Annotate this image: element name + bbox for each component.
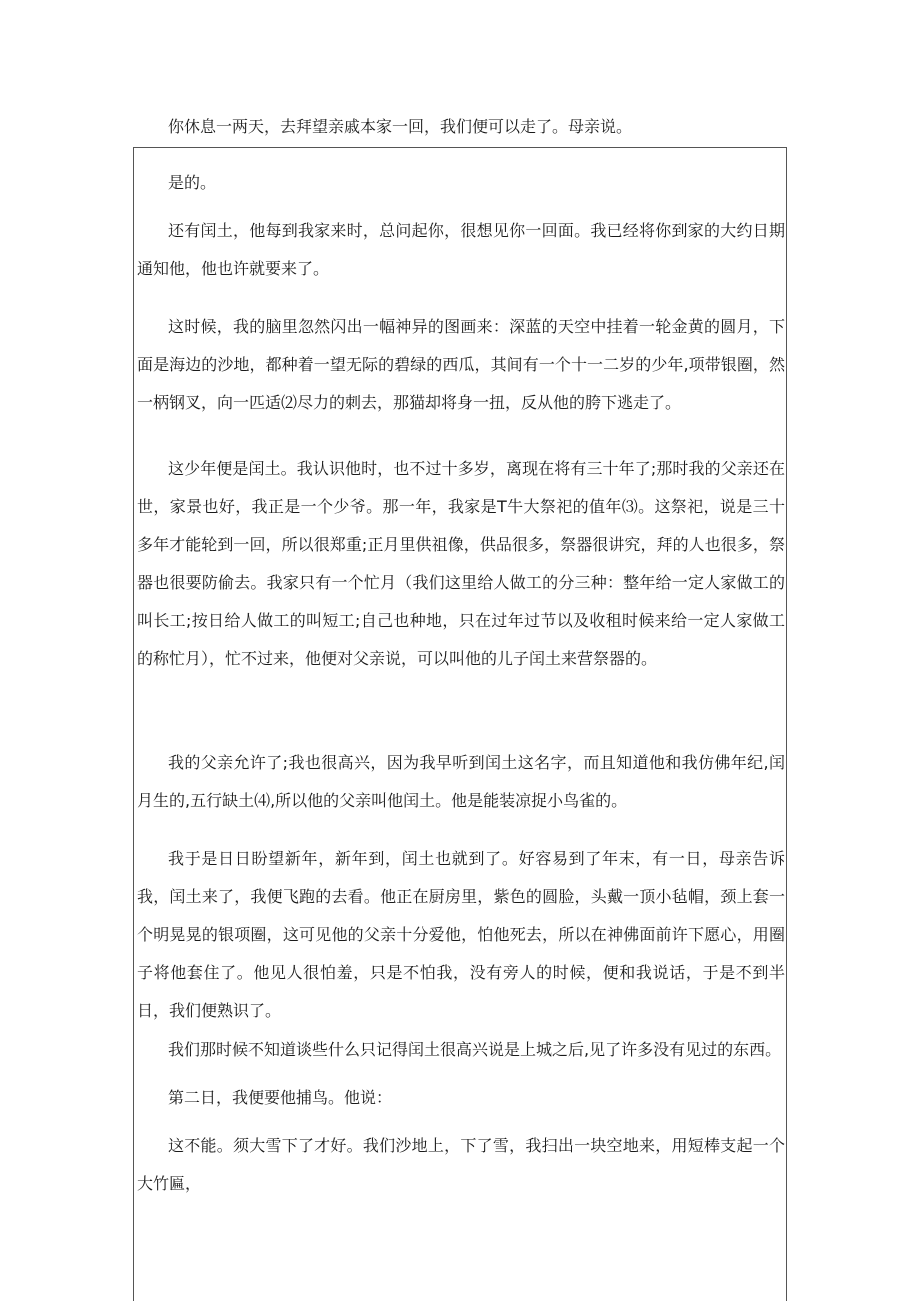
top-line-text: 你休息一两天，去拜望亲戚本家一回，我们便可以走了。母亲说。 [168,117,633,136]
paragraph-7: 我们那时候不知道谈些什么只记得闰土很高兴说是上城之后,见了许多没有见过的东西。 [168,1040,782,1059]
paragraph-6: 我于是日日盼望新年，新年到，闰土也就到了。好容易到了年末，有一日，母亲告诉我，闰土来了，我便飞跑的去看。他正在厨房里，紫色的圆脸，头戴一顶小毡帽，颈上套一个明晃晃的银项圈，这可见他的父亲十分爱他，怕他死去，所以在神佛面前许下愿心，用圈子将他套住了。他见人很怕羞，只是不怕我，没有旁人的时候，便和我说话，于是不到半日，我们便熟识了。 [137,849,785,1020]
paragraph-9: 这不能。须大雪下了才好。我们沙地上，下了雪，我扫出一块空地来，用短棒支起一个大竹匾， [137,1136,785,1193]
paragraph-5: 我的父亲允许了;我也很高兴，因为我早听到闰土这名字，而且知道他和我仿佛年纪,闰月生的,五行缺土⑷,所以他的父亲叫他闰土。他是能装凉捉小鸟雀的。 [137,753,785,810]
paragraph-3: 这时候，我的脑里忽然闪出一幅神异的图画来：深蓝的天空中挂着一轮金黄的圆月，下面是海边的沙地，都种着一望无际的碧绿的西瓜，其间有一个十一二岁的少年,项带银圈，然一柄钢叉，向一匹适⑵尽力的刺去，那猫却将身一扭，反从他的胯下逃走了。 [137,317,785,412]
paragraph-8: 第二日，我便要他捕鸟。他说： [168,1088,393,1107]
paragraph-2: 还有闰土，他每到我家来时，总问起你，很想见你一回面。我已经将你到家的大约日期通知他，他也许就要来了。 [137,221,785,278]
paragraph-1: 是的。 [168,173,217,192]
paragraph-4: 这少年便是闰土。我认识他时，也不过十多岁，离现在将有三十年了;那时我的父亲还在世，家景也好，我正是一个少爷。那一年，我家是T牛大祭祀的值年⑶。这祭祀，说是三十多年才能轮到一回，所以很郑重;正月里供祖像，供品很多，祭器很讲究，拜的人也很多，祭器也很要防偷去。我家只有一个忙月（我们这里给人做工的分三种：整年给一定人家做工的叫长工;按日给人做工的叫短工;自己也种地，只在过年过节以及收租时候来给一定人家做工的称忙月），忙不过来，他便对父亲说，可以叫他的儿子闰土来营祭器的。 [137,459,785,668]
